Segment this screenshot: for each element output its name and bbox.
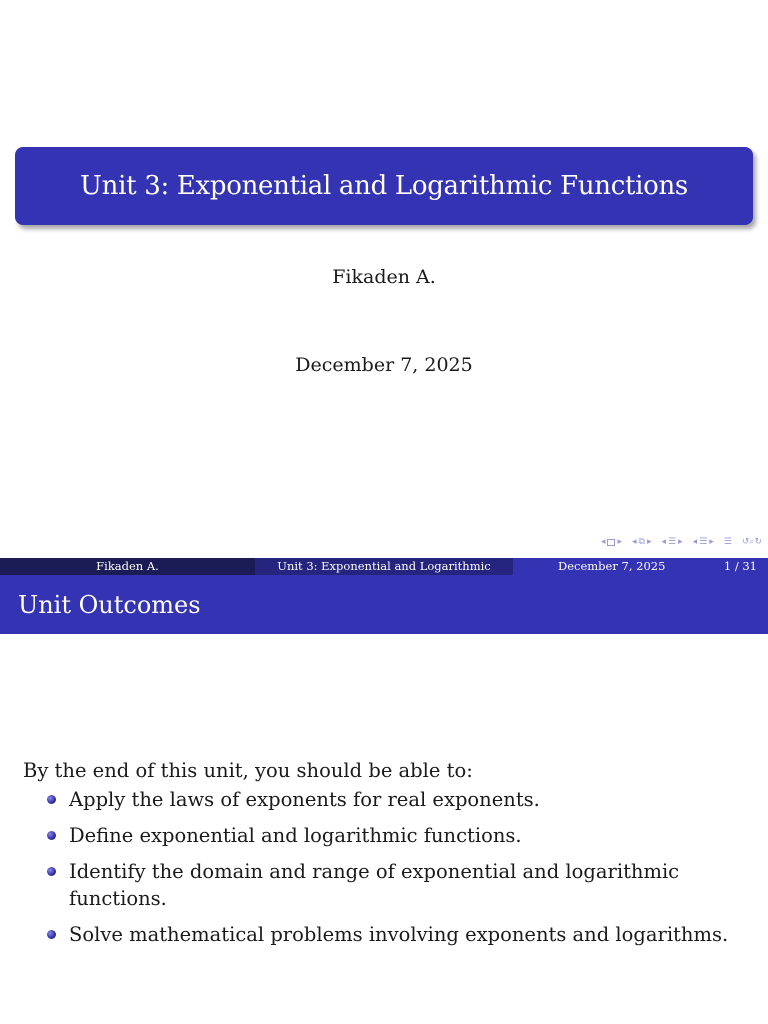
list-item <box>23 786 753 813</box>
footline-right <box>513 558 768 575</box>
footline-page-number: 1 / 31 <box>723 559 757 573</box>
footline <box>0 558 768 575</box>
nav-document-icon[interactable]: ◂ ☰ ▸ <box>692 537 714 547</box>
footline-date: December 7, 2025 <box>558 559 666 573</box>
frametitle-bar <box>0 575 768 634</box>
list-item <box>23 921 753 948</box>
outcome-text: Apply the laws of exponents for real exponents. <box>69 788 540 812</box>
footline-title: Unit 3: Exponential and Logarithmic <box>255 558 513 575</box>
nav-appendix-icon[interactable]: ☰ <box>723 537 732 547</box>
slide-content <box>23 758 753 957</box>
nav-section-icon[interactable]: ◂ ☰ ▸ <box>661 537 683 547</box>
bullet-icon <box>47 867 56 876</box>
navigation-symbols <box>594 538 762 547</box>
bullet-icon <box>47 795 56 804</box>
bullet-icon <box>47 930 56 939</box>
list-item <box>23 822 753 849</box>
list-item <box>23 858 753 912</box>
presentation-date: December 7, 2025 <box>295 354 473 376</box>
outcome-text: Solve mathematical problems involving exponents and logarithms. <box>69 923 729 947</box>
footline-author: Fikaden A. <box>0 558 255 575</box>
author-name: Fikaden A. <box>332 266 436 288</box>
nav-search-icon[interactable]: ↺⌕↻ <box>741 537 762 547</box>
title-box <box>15 147 753 225</box>
outcomes-list <box>23 786 753 948</box>
outcome-text: Define exponential and logarithmic functions. <box>69 824 522 848</box>
nav-frame-icon[interactable]: ◂ ▸ <box>600 537 623 547</box>
nav-subsection-icon[interactable]: ◂ ⧉ ▸ <box>632 537 652 547</box>
outcome-text: Identify the domain and range of exponential and logarithmic functions. <box>69 860 680 911</box>
bullet-icon <box>47 831 56 840</box>
frame-title: Unit Outcomes <box>18 591 201 619</box>
intro-text: By the end of this unit, you should be able to: <box>23 759 473 782</box>
presentation-title: Unit 3: Exponential and Logarithmic Functions <box>80 171 688 201</box>
